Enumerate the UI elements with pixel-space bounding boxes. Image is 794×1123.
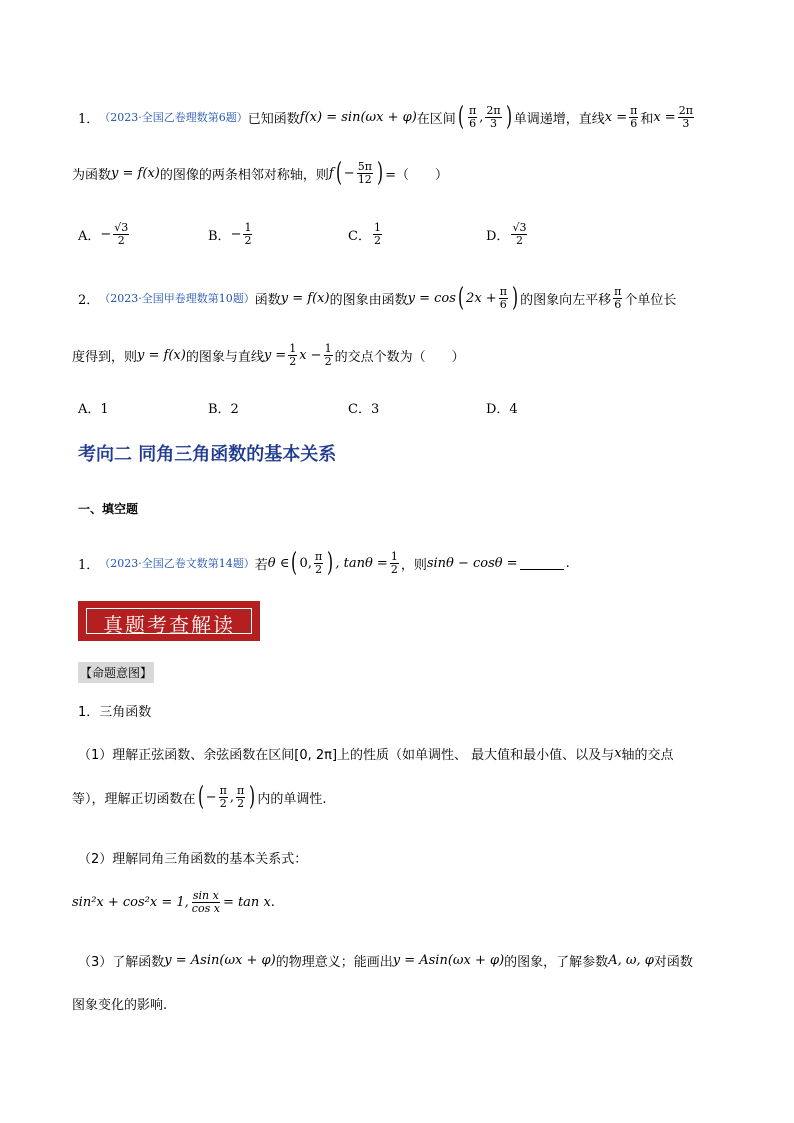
q2-shift: $\frac{\pi}{6}$ xyxy=(614,284,622,311)
formula-line: sin²x + cos²x = 1, $\frac{\text{sin x}}{\text{cos x}}$ = tan x. xyxy=(72,889,275,915)
q3-line: 1． （2023·全国乙卷文数第14题） 若 θ ∈ ( 0, $\frac{\pi}{2}$ ) , tanθ = $\frac{1}{2}$ ，则 sinθ − cosθ = . xyxy=(78,548,570,578)
open-paren: ( xyxy=(457,283,465,313)
q1-arg-minus: − xyxy=(343,165,355,181)
q1-x1: $\frac{\pi}{6}$ xyxy=(630,103,638,130)
q1-function: f(x) = sin(ωx + φ) xyxy=(299,109,417,125)
q2-intercept: $\frac{1}{2}$ xyxy=(324,342,332,368)
q1-number: 1． xyxy=(78,111,100,127)
close-paren: ) xyxy=(327,548,334,578)
q1-x2: $\frac{2\pi}{3}$ xyxy=(678,103,693,130)
q2-number: 2． xyxy=(78,292,100,308)
q2-arg: $\frac{\pi}{6}$ xyxy=(499,284,507,311)
q2-source: （2023·全国甲卷理数第10题） xyxy=(99,292,255,305)
banner-text: 真题考查解读 xyxy=(103,613,235,637)
formula-frac: $\frac{\text{sin x}}{\text{cos x}}$ xyxy=(191,889,220,915)
close-paren: ) xyxy=(505,102,512,132)
q2-option-a[interactable]: A．1 xyxy=(78,402,109,417)
q1-text4: 和 xyxy=(640,111,654,127)
close-paren: ) xyxy=(249,782,256,812)
p1-line1: （1）理解正弦函数、余弦函数在区间[0, 2π]上的性质（如单调性、 最大值和最小值、以及与 x 轴的交点 xyxy=(78,746,674,763)
fill-heading: 一、填空题 xyxy=(78,502,139,516)
p3-line2: 图象变化的影响. xyxy=(72,998,168,1013)
open-paren: ( xyxy=(335,158,342,188)
q1-line2 xyxy=(72,160,448,186)
banner xyxy=(78,601,260,641)
open-paren: ( xyxy=(291,548,298,578)
q1-line1: 1． （2023·全国乙卷理数第6题） 已知函数 f(x) = sin(ωx + φ) 在区间 ( $\frac{\pi}{6}$ , $\frac{2\pi}{3}$ ) 单调递增，直线 x = $\frac{\pi}{6}$ 和 x = $\frac{2\pi}{3}$ xyxy=(78,102,693,132)
q1-line2-b: 的图像的两条相邻对称轴，则 xyxy=(159,167,329,183)
p1-line2: 等），理解正切函数在 ( − $\frac{\pi}{2}$ , $\frac{\pi}{2}$ ) 内的单调性. xyxy=(72,782,327,812)
q1-option-d[interactable]: D． $\frac{√3}{2}$ xyxy=(486,221,527,247)
close-paren: ) xyxy=(376,158,384,188)
open-paren: ( xyxy=(197,782,204,812)
sec1-heading: 1．三角函数 xyxy=(78,705,152,720)
q3-interval: $\frac{\pi}{2}$ xyxy=(314,549,323,576)
q1-yfx: y = f(x) xyxy=(111,165,160,181)
q2-line2: 度得到，则 y = f(x) 的图象与直线 y = $\frac{1}{2}$ x − $\frac{1}{2}$ 的交点个数为（ ） xyxy=(72,342,465,368)
q1-option-b[interactable]: B． − $\frac{1}{2}$ xyxy=(208,221,252,247)
q1-source: （2023·全国乙卷理数第6题） xyxy=(99,111,248,124)
p3-line1: （3）了解函数 y = Asin(ωx + φ) 的物理意义；能画出 y = Asin(ωx + φ) 的图象，了解参数 A, ω, φ 对函数 xyxy=(78,953,693,970)
q1-option-a[interactable]: A． − $\frac{√3}{2}$ xyxy=(78,221,129,247)
q1-line2-c: =（ ） xyxy=(385,167,448,183)
q1-interval-b: $\frac{2\pi}{3}$ xyxy=(486,103,501,130)
q2-option-c[interactable]: C．3 xyxy=(348,402,380,417)
q1-text1: 已知函数 xyxy=(247,111,300,127)
q1-x-eq2: x = xyxy=(653,109,676,125)
q1-interval-a: $\frac{\pi}{6}$ xyxy=(468,103,477,130)
answer-blank[interactable] xyxy=(520,557,564,570)
q2-option-b[interactable]: B．2 xyxy=(208,402,239,417)
intent-tag: 【命题意图】 xyxy=(78,662,154,683)
close-paren: ) xyxy=(511,283,519,313)
q1-text3: 单调递增，直线 xyxy=(513,111,605,127)
q1-arg: $\frac{5\pi}{12}$ xyxy=(357,159,372,186)
p2-line: （2）理解同角三角函数的基本关系式： xyxy=(78,852,308,867)
q1-x-eq: x = xyxy=(604,109,628,125)
open-paren: ( xyxy=(457,102,464,132)
q1-option-c[interactable]: C． $\frac{1}{2}$ xyxy=(348,221,381,247)
q2-option-d[interactable]: D．4 xyxy=(486,402,518,417)
q2-line1: 2． （2023·全国甲卷理数第10题） 函数 y = f(x) 的图象由函数 y = cos ( 2x + $\frac{\pi}{6}$ ) 的图象向左平移 $\frac{\pi}{6}$ 个单位长 xyxy=(78,283,677,313)
q1-text2: 在区间 xyxy=(416,111,456,127)
q3-tan: $\frac{1}{2}$ xyxy=(390,549,398,576)
q1-f: f xyxy=(328,165,334,181)
q2-slope: $\frac{1}{2}$ xyxy=(289,342,297,368)
q1-line2-a: 为函数 xyxy=(72,167,112,183)
q3-source: （2023·全国乙卷文数第14题） xyxy=(99,557,255,570)
section-title: 考向二 同角三角函数的基本关系 xyxy=(78,444,337,465)
